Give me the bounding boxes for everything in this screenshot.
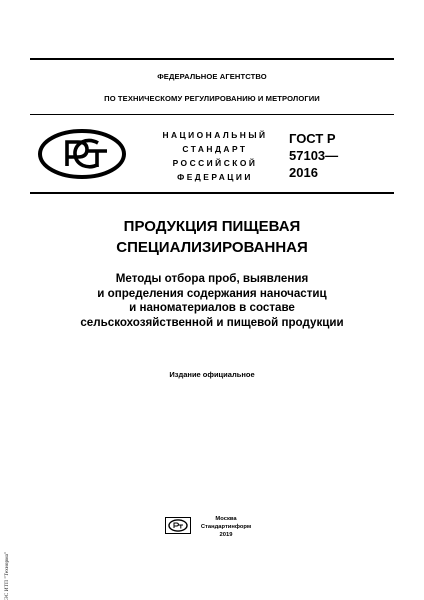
designation-line2: 57103— — [289, 148, 339, 163]
subtitle-line3: и наноматериалов в составе — [129, 301, 295, 314]
side-watermark-text: ЭС ИТП "Технорма" — [4, 551, 10, 600]
subtitle-line4: сельскохозяйственной и пищевой продукции — [80, 315, 344, 329]
national-standard-label — [148, 128, 282, 184]
title-line2: СПЕЦИАЛИЗИРОВАННАЯ — [116, 239, 308, 256]
standard-label-line2: СТАНДАРТ — [182, 144, 248, 154]
header-bottom-rule — [30, 114, 394, 115]
document-title — [30, 216, 394, 258]
standard-label-line3: РОССИЙСКОЙ — [172, 158, 258, 168]
rst-certification-logo-icon — [37, 128, 127, 180]
subtitle-line2: и определения содержания наночастиц — [97, 286, 327, 300]
designation-line3: 2016 — [289, 165, 318, 180]
header-top-rule — [30, 58, 394, 60]
standard-label-line1: НАЦИОНАЛЬНЫЙ — [162, 130, 268, 140]
publisher-city: Москва — [215, 516, 237, 522]
subtitle-line1: Методы отбора проб, выявления — [115, 272, 309, 285]
document-subtitle — [30, 272, 394, 330]
standard-designation — [289, 130, 338, 181]
standartinform-logo-icon — [165, 517, 191, 534]
publisher-year: 2019 — [219, 531, 233, 538]
agency-name-line2: ПО ТЕХНИЧЕСКОМУ РЕГУЛИРОВАНИЮ И МЕТРОЛОГИИ — [104, 94, 320, 103]
edition-note: Издание официальное — [169, 370, 255, 379]
publisher-name: Стандартинформ — [200, 523, 252, 530]
standard-label-line4: ФЕДЕРАЦИИ — [177, 172, 253, 182]
title-line1: ПРОДУКЦИЯ ПИЩЕВАЯ — [123, 218, 301, 235]
agency-name-line1: ФЕДЕРАЛЬНОЕ АГЕНТСТВО — [157, 72, 267, 81]
publisher-block — [196, 516, 256, 539]
designation-line1: ГОСТ Р — [289, 131, 336, 146]
title-divider-rule — [30, 192, 394, 194]
